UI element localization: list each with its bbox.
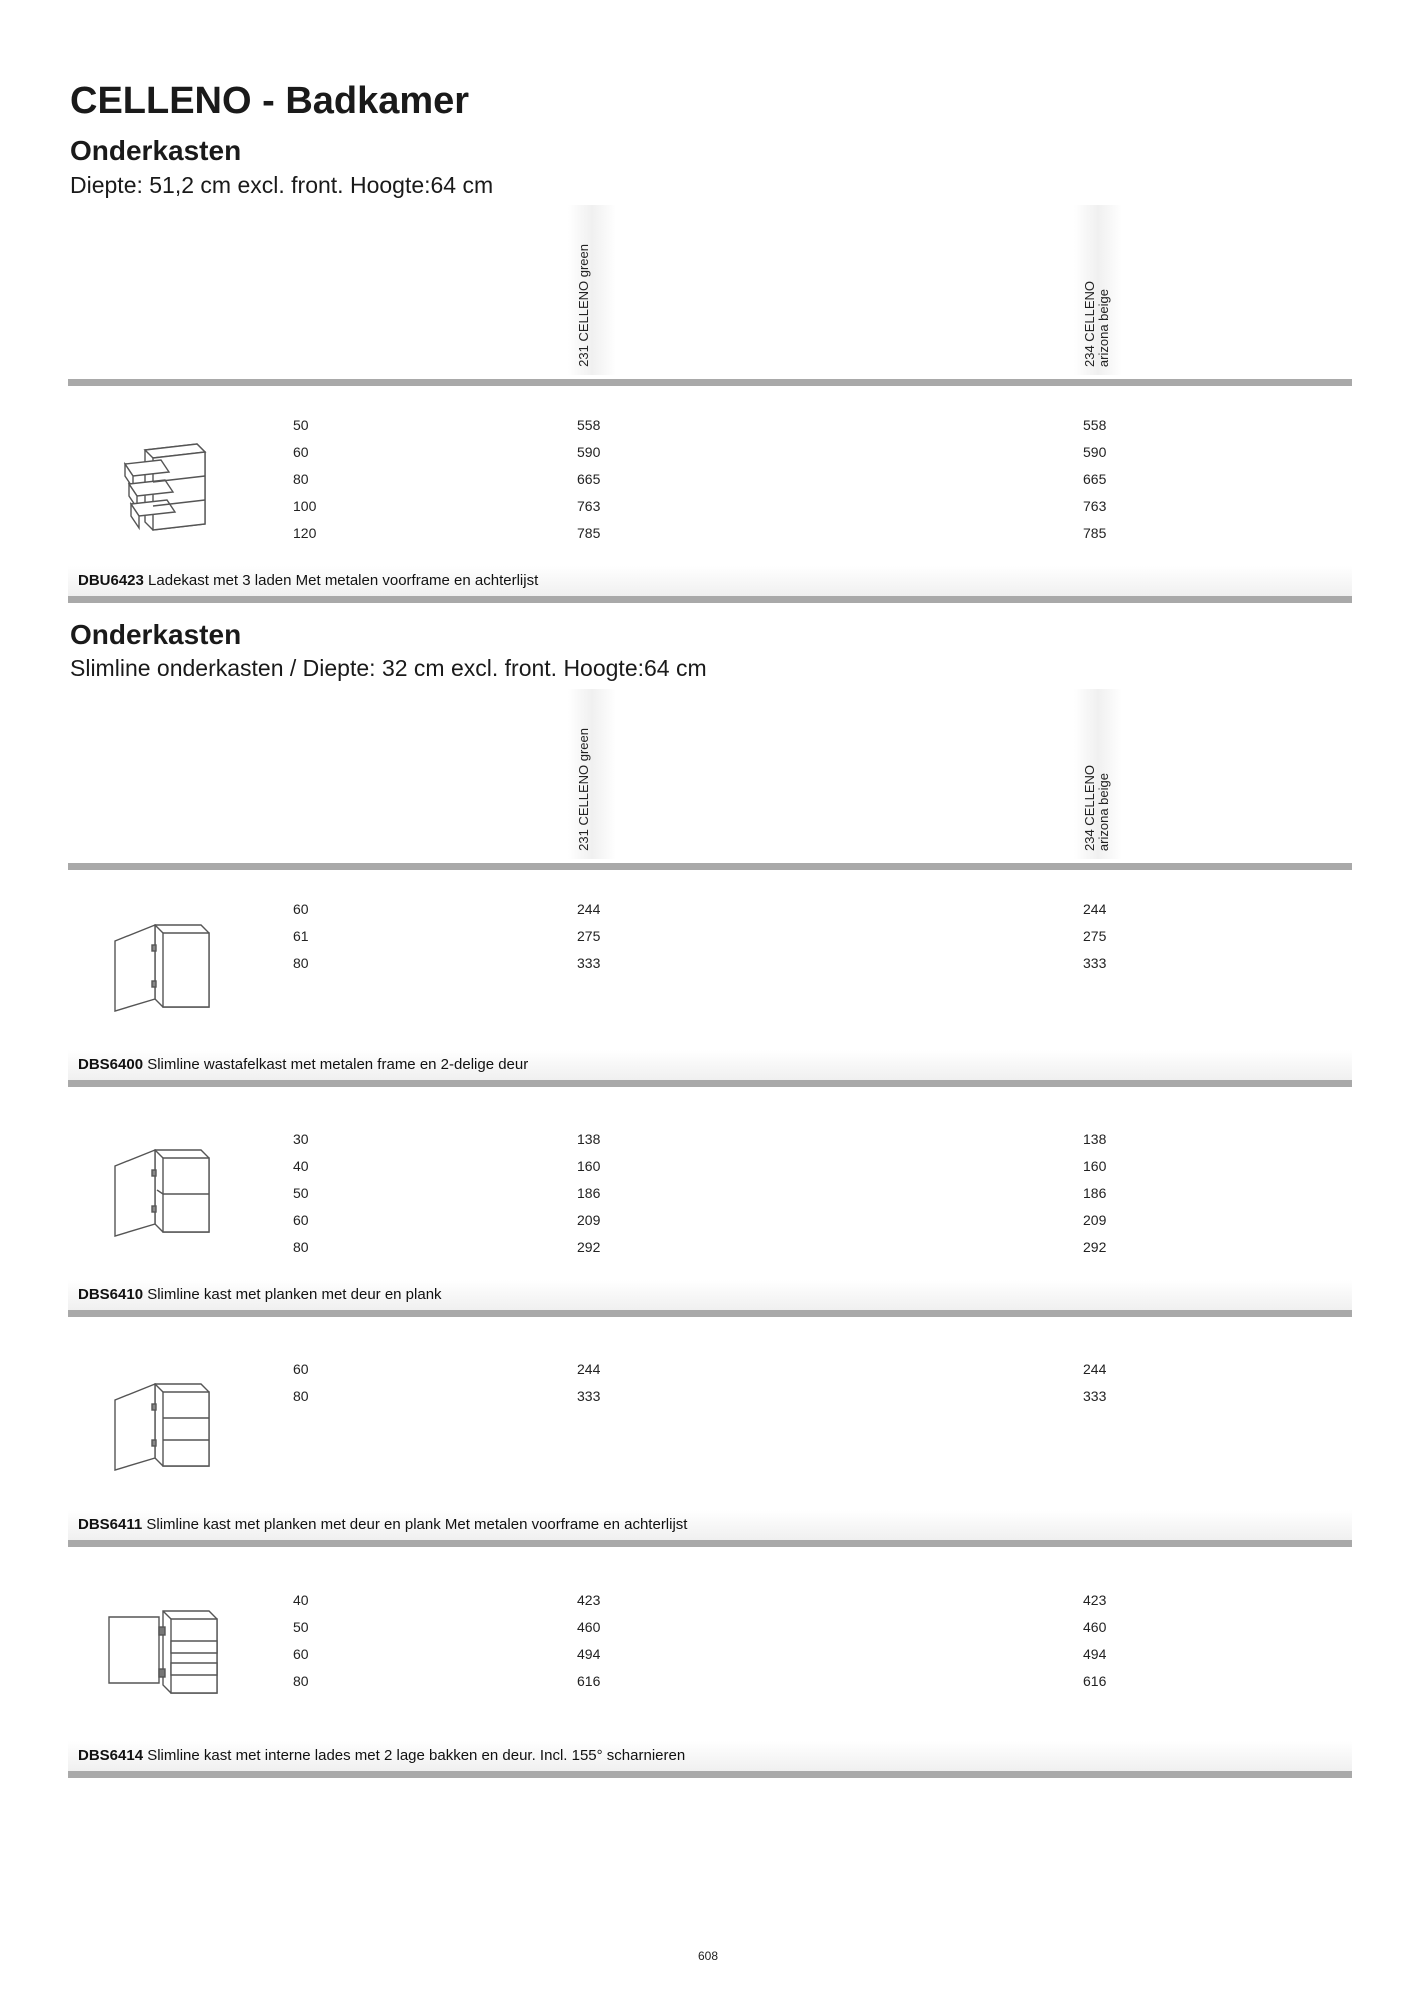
product-rule [68,596,1352,603]
column-header [568,205,616,375]
product-rule [68,1540,1352,1547]
product-code: DBU6423 [78,572,144,589]
shelf-cabinet-frame-icon [105,1370,225,1480]
column-header-label-line2: arizona beige [1096,772,1111,851]
size-column [293,412,316,547]
product-text: Slimline wastafelkast met metalen frame en 2-delige deur [147,1056,529,1073]
price-column-beige [1083,896,1106,977]
price-value: 244 [1083,901,1107,917]
product-description [68,1050,1352,1080]
price-column-beige [1083,1587,1106,1695]
size-column [293,1587,309,1695]
price-value: 244 [577,901,601,917]
price-value: 460 [1083,1619,1107,1635]
price-value: 590 [577,444,601,460]
product-rule [68,1771,1352,1778]
price-value: 333 [1083,1388,1107,1404]
price-column-beige [1083,1356,1106,1410]
price-value: 209 [577,1212,601,1228]
price-value: 590 [1083,444,1107,460]
shelf-cabinet-icon [105,1136,225,1246]
page-title: CELLENO - Badkamer [70,80,470,122]
product-rule [68,1080,1352,1087]
size-value: 60 [293,1212,309,1228]
price-value: 275 [1083,928,1107,944]
column-header-row [0,205,1413,377]
price-value: 785 [577,525,601,541]
price-value: 616 [1083,1673,1107,1689]
sink-cabinet-icon [105,911,225,1021]
size-value: 100 [293,498,317,514]
price-value: 494 [1083,1646,1107,1662]
price-value: 665 [577,471,601,487]
section-subtitle: Slimline onderkasten / Diepte: 32 cm excl. front. Hoogte:64 cm [70,655,707,681]
price-value: 558 [1083,417,1107,433]
price-value: 186 [1083,1185,1107,1201]
size-value: 80 [293,1388,309,1404]
price-value: 244 [1083,1361,1107,1377]
size-value: 60 [293,444,309,460]
product-text: Slimline kast met interne lades met 2 lage bakken en deur. Incl. 155° scharnieren [147,1747,686,1764]
column-header [568,689,616,859]
price-value: 160 [1083,1158,1107,1174]
price-column-green [577,1587,600,1695]
product-code: DBS6400 [78,1056,144,1073]
price-value: 160 [577,1158,601,1174]
size-value: 40 [293,1158,309,1174]
size-column [293,896,309,977]
price-value: 423 [1083,1592,1107,1608]
page-number: 608 [698,1949,719,1963]
column-header-label-line2: arizona beige [1096,288,1111,367]
price-value: 292 [1083,1239,1107,1255]
size-value: 80 [293,471,309,487]
size-value: 50 [293,417,309,433]
size-value: 40 [293,1592,309,1608]
price-value: 333 [1083,955,1107,971]
size-value: 60 [293,901,309,917]
price-column-green [577,412,600,547]
price-value: 138 [1083,1131,1107,1147]
price-value: 333 [577,1388,601,1404]
size-value: 120 [293,525,317,541]
price-value: 138 [577,1131,601,1147]
drawer-cabinet-icon [105,432,225,542]
size-value: 50 [293,1185,309,1201]
size-value: 80 [293,955,309,971]
size-value: 60 [293,1646,309,1662]
product-description [68,1741,1352,1771]
price-column-green [577,896,600,977]
size-value: 80 [293,1239,309,1255]
product-code: DBS6411 [78,1516,143,1533]
price-value: 209 [1083,1212,1107,1228]
price-value: 558 [577,417,601,433]
price-value: 460 [577,1619,601,1635]
column-header [1074,689,1122,859]
column-header-label: 231 CELLENO green [576,244,591,367]
product-code: DBS6414 [78,1747,144,1764]
size-column [293,1126,309,1261]
price-value: 423 [577,1592,601,1608]
product-code: DBS6410 [78,1286,144,1303]
size-column [293,1356,309,1410]
price-value: 763 [1083,498,1107,514]
size-value: 61 [293,928,309,944]
price-value: 763 [577,498,601,514]
price-value: 292 [577,1239,601,1255]
size-value: 30 [293,1131,309,1147]
internal-drawer-cabinet-icon [105,1597,225,1707]
price-value: 333 [577,955,601,971]
price-value: 616 [577,1673,601,1689]
price-value: 244 [577,1361,601,1377]
section-title: Onderkasten [70,135,242,166]
product-rule [68,1310,1352,1317]
column-header-label: 234 CELLENO [1082,765,1097,851]
size-value: 80 [293,1673,309,1689]
section-title: Onderkasten [70,619,242,650]
product-description [68,1280,1352,1310]
price-value: 785 [1083,525,1107,541]
column-header-label: 231 CELLENO green [576,728,591,851]
product-description [68,566,1352,596]
product-text: Slimline kast met planken met deur en plank Met metalen voorframe en achterlijst [146,1516,688,1533]
product-description [68,1510,1352,1540]
column-header-label: 234 CELLENO [1082,281,1097,367]
column-header-row [0,689,1413,861]
column-header [1074,205,1122,375]
size-value: 60 [293,1361,309,1377]
price-column-beige [1083,412,1106,547]
header-rule [68,379,1352,386]
product-text: Ladekast met 3 laden Met metalen voorframe en achterlijst [148,572,539,589]
price-column-green [577,1356,600,1410]
price-column-beige [1083,1126,1106,1261]
price-column-green [577,1126,600,1261]
product-text: Slimline kast met planken met deur en plank [147,1286,442,1303]
price-value: 494 [577,1646,601,1662]
header-rule [68,863,1352,870]
size-value: 50 [293,1619,309,1635]
price-value: 665 [1083,471,1107,487]
section-subtitle: Diepte: 51,2 cm excl. front. Hoogte:64 cm [70,172,494,198]
price-value: 186 [577,1185,601,1201]
price-value: 275 [577,928,601,944]
